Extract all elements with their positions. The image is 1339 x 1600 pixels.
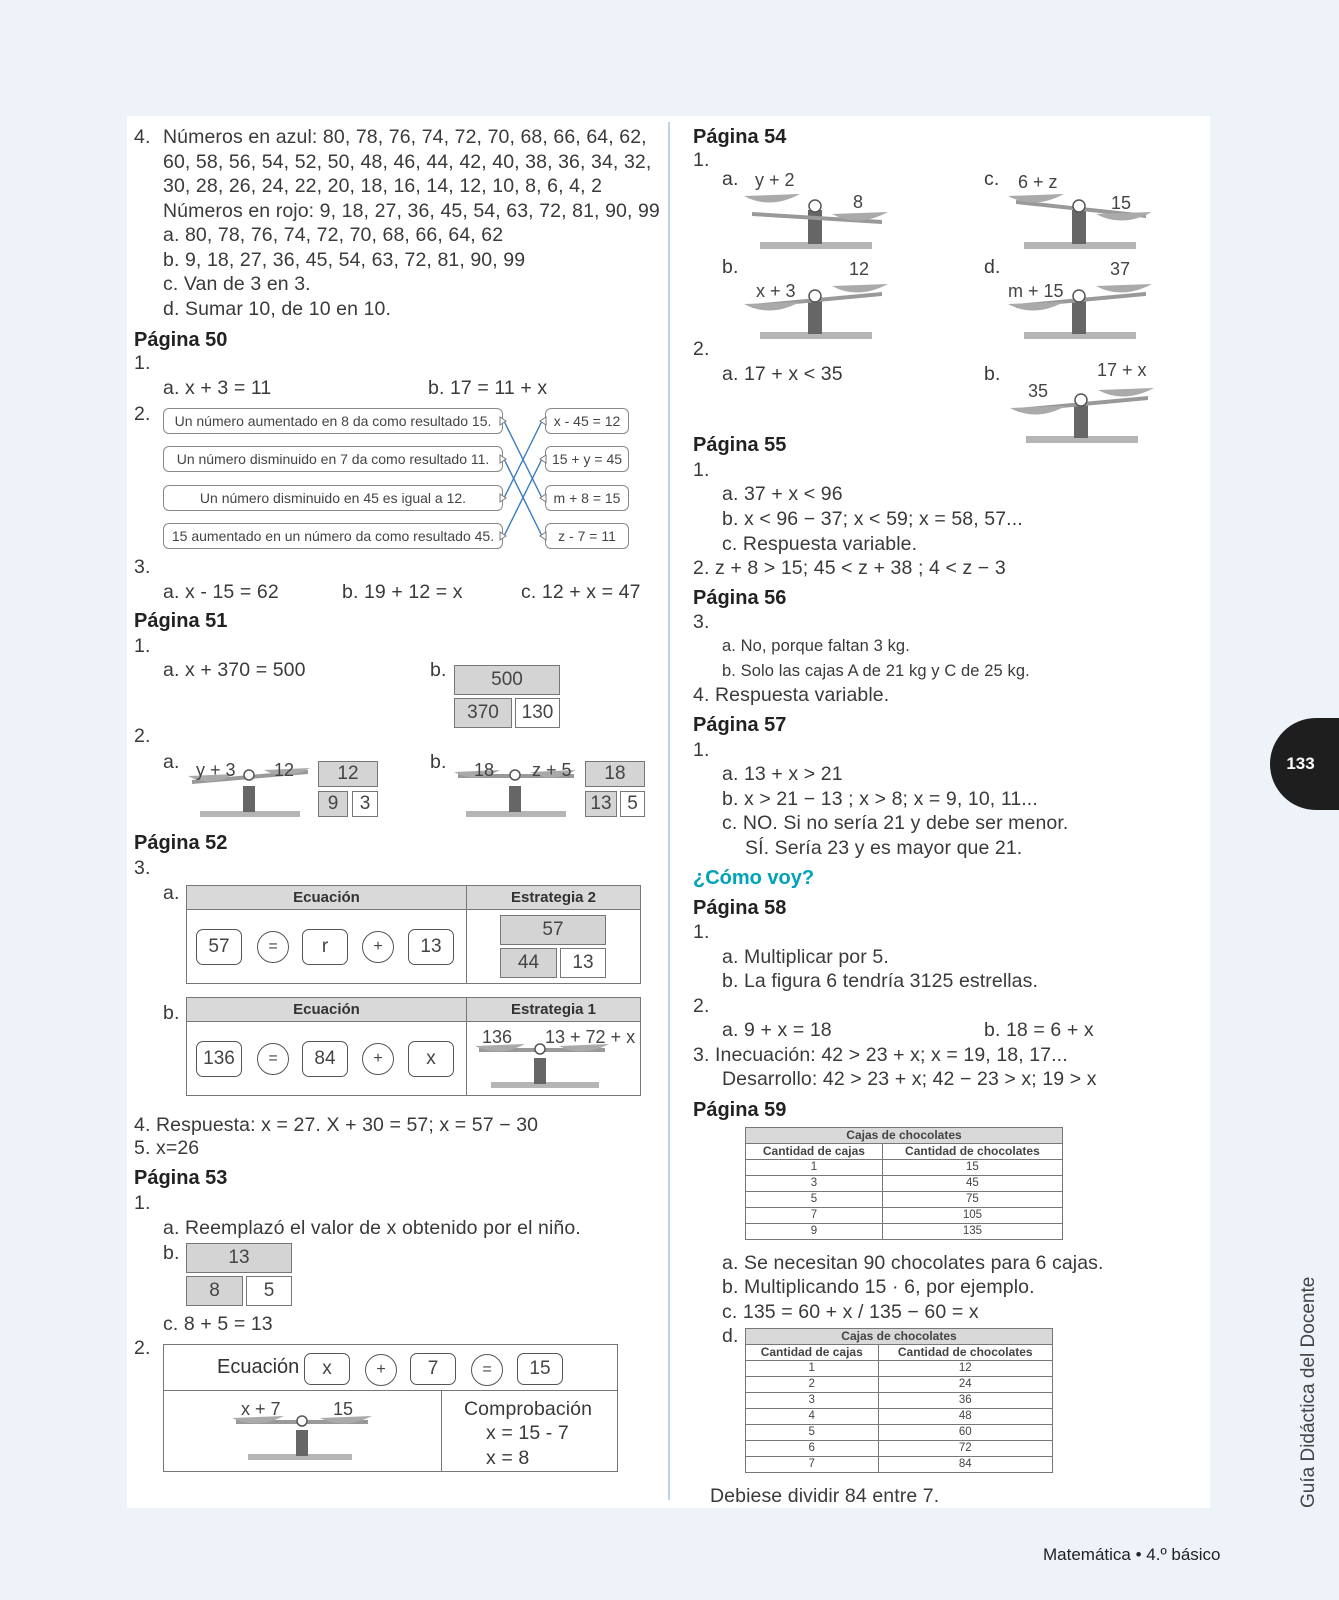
p58-a: a. Multiplicar por 5. bbox=[722, 946, 889, 968]
eq53-5: 15 bbox=[517, 1353, 563, 1385]
p50-q3a: a. x - 15 = 62 bbox=[163, 581, 279, 603]
table-cell: 60 bbox=[878, 1425, 1053, 1441]
bal52b-left: 136 bbox=[482, 1027, 513, 1047]
bal53-right: 15 bbox=[333, 1399, 354, 1419]
table-cell: 5 bbox=[746, 1192, 883, 1208]
p56-title: Página 56 bbox=[693, 587, 787, 609]
p54-q2a: a. 17 + x < 35 bbox=[722, 363, 843, 385]
balance-scale-icon bbox=[742, 192, 892, 252]
p52-q4: 4. Respuesta: x = 27. X + 30 = 57; x = 57 − 30 bbox=[134, 1114, 539, 1136]
bar53-right: 5 bbox=[246, 1276, 292, 1306]
table53-h: Ecuación bbox=[217, 1356, 300, 1378]
bal53-left: x + 7 bbox=[241, 1399, 281, 1419]
p53-n1: 1. bbox=[134, 1192, 151, 1214]
p57-n1: 1. bbox=[693, 739, 710, 761]
bar51a-right: 3 bbox=[352, 791, 378, 817]
table-cell: 75 bbox=[882, 1192, 1062, 1208]
p50-n3: 3. bbox=[134, 556, 151, 578]
chocolates-table-2 bbox=[745, 1328, 1053, 1473]
p56-b: b. Solo las cajas A de 21 kg y C de 25 kg. bbox=[722, 662, 1030, 680]
table-cell: 9 bbox=[746, 1224, 883, 1240]
p55-b: b. x < 96 − 37; x < 59; x = 58, 57... bbox=[722, 508, 1023, 530]
eq53-4: = bbox=[471, 1354, 503, 1386]
table-cell: 6 bbox=[746, 1441, 879, 1457]
bal54d-left: m + 15 bbox=[1008, 281, 1064, 301]
q4-c: c. Van de 3 en 3. bbox=[163, 273, 311, 295]
bal51b-left: 18 bbox=[474, 760, 495, 780]
p56-q4: 4. Respuesta variable. bbox=[693, 684, 890, 706]
q4-line1: Números en azul: 80, 78, 76, 74, 72, 70, 68, 66, 64, 62, bbox=[163, 126, 647, 148]
table-row bbox=[746, 1457, 1053, 1473]
footer: Matemática • 4.º básico bbox=[1043, 1545, 1221, 1564]
table-cell: 1 bbox=[746, 1160, 883, 1176]
eq52a-5: 13 bbox=[408, 929, 454, 965]
balance-scale-icon bbox=[475, 1042, 625, 1092]
p51-q2a: a. bbox=[163, 751, 180, 773]
table-row bbox=[746, 1176, 1063, 1192]
table-cell: 4 bbox=[746, 1409, 879, 1425]
p59-a: a. Se necesitan 90 chocolates para 6 cajas. bbox=[722, 1252, 1104, 1274]
eq53-2: + bbox=[365, 1354, 397, 1386]
comp-line1: x = 15 - 7 bbox=[486, 1422, 569, 1444]
table-cell: 36 bbox=[878, 1393, 1053, 1409]
matching-lines bbox=[500, 405, 550, 555]
table-row bbox=[746, 1377, 1053, 1393]
p55-c: c. Respuesta variable. bbox=[722, 533, 918, 555]
q4-line3: 30, 28, 26, 24, 22, 20, 18, 16, 14, 12, 10, 8, 6, 4, 2 bbox=[163, 175, 603, 197]
eq52b-2: = bbox=[257, 1043, 289, 1075]
bar52a-top: 57 bbox=[500, 915, 606, 945]
bal54a-right: 8 bbox=[853, 192, 864, 212]
table-row bbox=[746, 1208, 1063, 1224]
p50-title: Página 50 bbox=[134, 329, 228, 351]
table-cell: 15 bbox=[882, 1160, 1062, 1176]
p53-a: a. Reemplazó el valor de x obtenido por el niño. bbox=[163, 1217, 581, 1239]
p51-title: Página 51 bbox=[134, 610, 228, 632]
table52b-h2: Estrategia 1 bbox=[466, 997, 641, 1022]
p58-n1: 1. bbox=[693, 921, 710, 943]
q4-a: a. 80, 78, 76, 74, 72, 70, 68, 66, 64, 62 bbox=[163, 224, 504, 246]
t1-title: Cajas de chocolates bbox=[746, 1128, 1063, 1144]
table52b-h1: Ecuación bbox=[186, 997, 467, 1022]
eq52a-1: 57 bbox=[196, 929, 242, 965]
p58-n2: 2. bbox=[693, 995, 710, 1017]
bal51a-left: y + 3 bbox=[196, 760, 236, 780]
table-cell: 5 bbox=[746, 1425, 879, 1441]
table-row bbox=[746, 1441, 1053, 1457]
bal51b-right: z + 5 bbox=[532, 760, 572, 780]
comp-line2: x = 8 bbox=[486, 1447, 530, 1469]
t2-col1: Cantidad de cajas bbox=[746, 1345, 879, 1361]
eq52b-4: + bbox=[362, 1043, 394, 1075]
p55-title: Página 55 bbox=[693, 434, 787, 456]
bar51a-left: 9 bbox=[318, 791, 348, 817]
match-left-3: Un número disminuido en 45 es igual a 12. bbox=[163, 485, 503, 511]
bar51b-top: 18 bbox=[585, 761, 645, 787]
bar52a-left: 44 bbox=[500, 948, 557, 978]
bal54b-right: 12 bbox=[849, 259, 870, 279]
table-cell: 72 bbox=[878, 1441, 1053, 1457]
p54-a: a. bbox=[722, 168, 739, 190]
p58-q3: 3. Inecuación: 42 > 23 + x; x = 19, 18, 17... bbox=[693, 1044, 1068, 1066]
bal54c-right: 15 bbox=[1111, 193, 1132, 213]
p58-title: Página 58 bbox=[693, 897, 787, 919]
bar53-left: 8 bbox=[186, 1276, 243, 1306]
match-left-2: Un número disminuido en 7 da como resultado 11. bbox=[163, 446, 503, 472]
q4-line2: 60, 58, 56, 54, 52, 50, 48, 46, 44, 42, 40, 38, 36, 34, 32, bbox=[163, 151, 652, 173]
bal54q2b-left: 35 bbox=[1028, 381, 1049, 401]
q4-number: 4. bbox=[134, 126, 151, 148]
table-cell: 3 bbox=[746, 1176, 883, 1192]
match-right-2: 15 + y = 45 bbox=[545, 446, 629, 472]
bar51b-right: 5 bbox=[620, 791, 645, 817]
column-divider bbox=[668, 122, 670, 1500]
bar-model-top: 500 bbox=[454, 665, 560, 695]
p59-d: d. bbox=[722, 1325, 739, 1347]
p50-q3c: c. 12 + x = 47 bbox=[521, 581, 641, 603]
p57-b: b. x > 21 − 13 ; x > 8; x = 9, 10, 11... bbox=[722, 788, 1038, 810]
balance-scale-icon bbox=[232, 1414, 374, 1464]
bal54b-left: x + 3 bbox=[756, 281, 796, 301]
chocolates-table-1 bbox=[745, 1127, 1063, 1240]
table-cell: 7 bbox=[746, 1457, 879, 1473]
table-row bbox=[746, 1393, 1053, 1409]
p55-a: a. 37 + x < 96 bbox=[722, 483, 843, 505]
page-number-tab: 133 bbox=[1270, 718, 1339, 810]
table-cell: 105 bbox=[882, 1208, 1062, 1224]
table52a-h1: Ecuación bbox=[186, 885, 467, 910]
p54-c: c. bbox=[984, 168, 1000, 190]
p50-a: a. x + 3 = 11 bbox=[163, 377, 272, 399]
match-right-1: x - 45 = 12 bbox=[545, 408, 629, 434]
match-left-4: 15 aumentado en un número da como resultado 45. bbox=[163, 523, 503, 549]
p53-b: b. bbox=[163, 1242, 180, 1264]
eq52b-1: 136 bbox=[196, 1041, 242, 1077]
table-cell: 84 bbox=[878, 1457, 1053, 1473]
table-cell: 7 bbox=[746, 1208, 883, 1224]
eq52b-5: x bbox=[408, 1041, 454, 1077]
p55-n1: 1. bbox=[693, 459, 710, 481]
bar-model-right: 130 bbox=[515, 698, 560, 728]
eq53-1: x bbox=[304, 1353, 350, 1385]
p54-d: d. bbox=[984, 256, 1001, 278]
p53-title: Página 53 bbox=[134, 1167, 228, 1189]
side-title: Guía Didáctica del Docente bbox=[1298, 1276, 1319, 1508]
p54-b: b. bbox=[722, 256, 739, 278]
p51-n2: 2. bbox=[134, 725, 151, 747]
table-cell: 48 bbox=[878, 1409, 1053, 1425]
q4-line4: Números en rojo: 9, 18, 27, 36, 45, 54, 63, 72, 81, 90, 99 bbox=[163, 200, 660, 222]
table52a-h2: Estrategia 2 bbox=[466, 885, 641, 910]
q4-b: b. 9, 18, 27, 36, 45, 54, 63, 72, 81, 90, 99 bbox=[163, 249, 526, 271]
table-row bbox=[746, 1192, 1063, 1208]
bar51a-top: 12 bbox=[318, 761, 378, 787]
eq52a-3: r bbox=[302, 929, 348, 965]
p51-q2b: b. bbox=[430, 751, 447, 773]
p59-b: b. Multiplicando 15 · 6, por ejemplo. bbox=[722, 1276, 1035, 1298]
bal51a-right: 12 bbox=[274, 760, 295, 780]
table-cell: 45 bbox=[882, 1176, 1062, 1192]
como-voy-heading: ¿Cómo voy? bbox=[693, 867, 815, 889]
bar51b-left: 13 bbox=[585, 791, 617, 817]
p52-a: a. bbox=[163, 882, 180, 904]
table-row bbox=[746, 1409, 1053, 1425]
p51-b: b. bbox=[430, 659, 447, 681]
p57-a: a. 13 + x > 21 bbox=[722, 763, 843, 785]
p52-title: Página 52 bbox=[134, 832, 228, 854]
p58-q2a: a. 9 + x = 18 bbox=[722, 1019, 832, 1041]
p50-b: b. 17 = 11 + x bbox=[428, 377, 548, 399]
p58-b: b. La figura 6 tendría 3125 estrellas. bbox=[722, 970, 1038, 992]
bal54d-right: 37 bbox=[1110, 259, 1131, 279]
p59-title: Página 59 bbox=[693, 1099, 787, 1121]
bal54q2b-right: 17 + x bbox=[1097, 360, 1147, 380]
match-right-3: m + 8 = 15 bbox=[545, 485, 629, 511]
p56-n3: 3. bbox=[693, 611, 710, 633]
balance-scale-icon bbox=[1006, 192, 1156, 252]
table-cell: 24 bbox=[878, 1377, 1053, 1393]
p58-q3b: Desarrollo: 42 > 23 + x; 42 − 23 > x; 19 > x bbox=[722, 1068, 1097, 1090]
table-row bbox=[746, 1160, 1063, 1176]
p54-q2b: b. bbox=[984, 363, 1001, 385]
match-right-4: z - 7 = 11 bbox=[545, 523, 629, 549]
table-cell: 3 bbox=[746, 1393, 879, 1409]
p53-n2: 2. bbox=[134, 1337, 151, 1359]
bal52b-right: 13 + 72 + x bbox=[545, 1027, 636, 1047]
t1-col1: Cantidad de cajas bbox=[746, 1144, 883, 1160]
eq53-3: 7 bbox=[410, 1353, 456, 1385]
p52-b: b. bbox=[163, 1002, 180, 1024]
table-cell: 12 bbox=[878, 1361, 1053, 1377]
table-row bbox=[746, 1224, 1063, 1240]
p57-c: c. NO. Si no sería 21 y debe ser menor. bbox=[722, 812, 1069, 834]
p51-a: a. x + 370 = 500 bbox=[163, 659, 306, 681]
bal54c-left: 6 + z bbox=[1018, 172, 1058, 192]
comp-title: Comprobación bbox=[464, 1398, 593, 1420]
p57-c2: SÍ. Sería 23 y es mayor que 21. bbox=[745, 837, 1023, 859]
p59-c: c. 135 = 60 + x / 135 − 60 = x bbox=[722, 1301, 979, 1323]
bar-model-left: 370 bbox=[454, 698, 512, 728]
p55-q2: 2. z + 8 > 15; 45 < z + 38 ; 4 < z − 3 bbox=[693, 557, 1006, 579]
p59-final: Debiese dividir 84 entre 7. bbox=[710, 1485, 940, 1507]
t2-title: Cajas de chocolates bbox=[746, 1329, 1053, 1345]
table-cell: 2 bbox=[746, 1377, 879, 1393]
eq52a-4: + bbox=[362, 931, 394, 963]
bar53-top: 13 bbox=[186, 1243, 292, 1273]
bal54a-left: y + 2 bbox=[755, 170, 795, 190]
p52-q5: 5. x=26 bbox=[134, 1137, 200, 1159]
bar52a-right: 13 bbox=[560, 948, 606, 978]
p57-title: Página 57 bbox=[693, 714, 787, 736]
table-row bbox=[746, 1425, 1053, 1441]
p56-a: a. No, porque faltan 3 kg. bbox=[722, 637, 910, 655]
p52-n3: 3. bbox=[134, 857, 151, 879]
t1-col2: Cantidad de chocolates bbox=[882, 1144, 1062, 1160]
p54-title: Página 54 bbox=[693, 126, 787, 148]
match-left-1: Un número aumentado en 8 da como resultado 15. bbox=[163, 408, 503, 434]
p53-c: c. 8 + 5 = 13 bbox=[163, 1313, 273, 1335]
table-cell: 1 bbox=[746, 1361, 879, 1377]
eq52b-3: 84 bbox=[302, 1041, 348, 1077]
p50-n2: 2. bbox=[134, 403, 151, 425]
table-cell: 135 bbox=[882, 1224, 1062, 1240]
p54-n2: 2. bbox=[693, 338, 710, 360]
p50-n1: 1. bbox=[134, 352, 151, 374]
p51-n1: 1. bbox=[134, 635, 151, 657]
p54-n1: 1. bbox=[693, 149, 710, 171]
t2-col2: Cantidad de chocolates bbox=[878, 1345, 1053, 1361]
p50-q3b: b. 19 + 12 = x bbox=[342, 581, 463, 603]
p58-q2b: b. 18 = 6 + x bbox=[984, 1019, 1094, 1041]
table-row bbox=[746, 1361, 1053, 1377]
q4-d: d. Sumar 10, de 10 en 10. bbox=[163, 298, 391, 320]
eq52a-2: = bbox=[257, 931, 289, 963]
